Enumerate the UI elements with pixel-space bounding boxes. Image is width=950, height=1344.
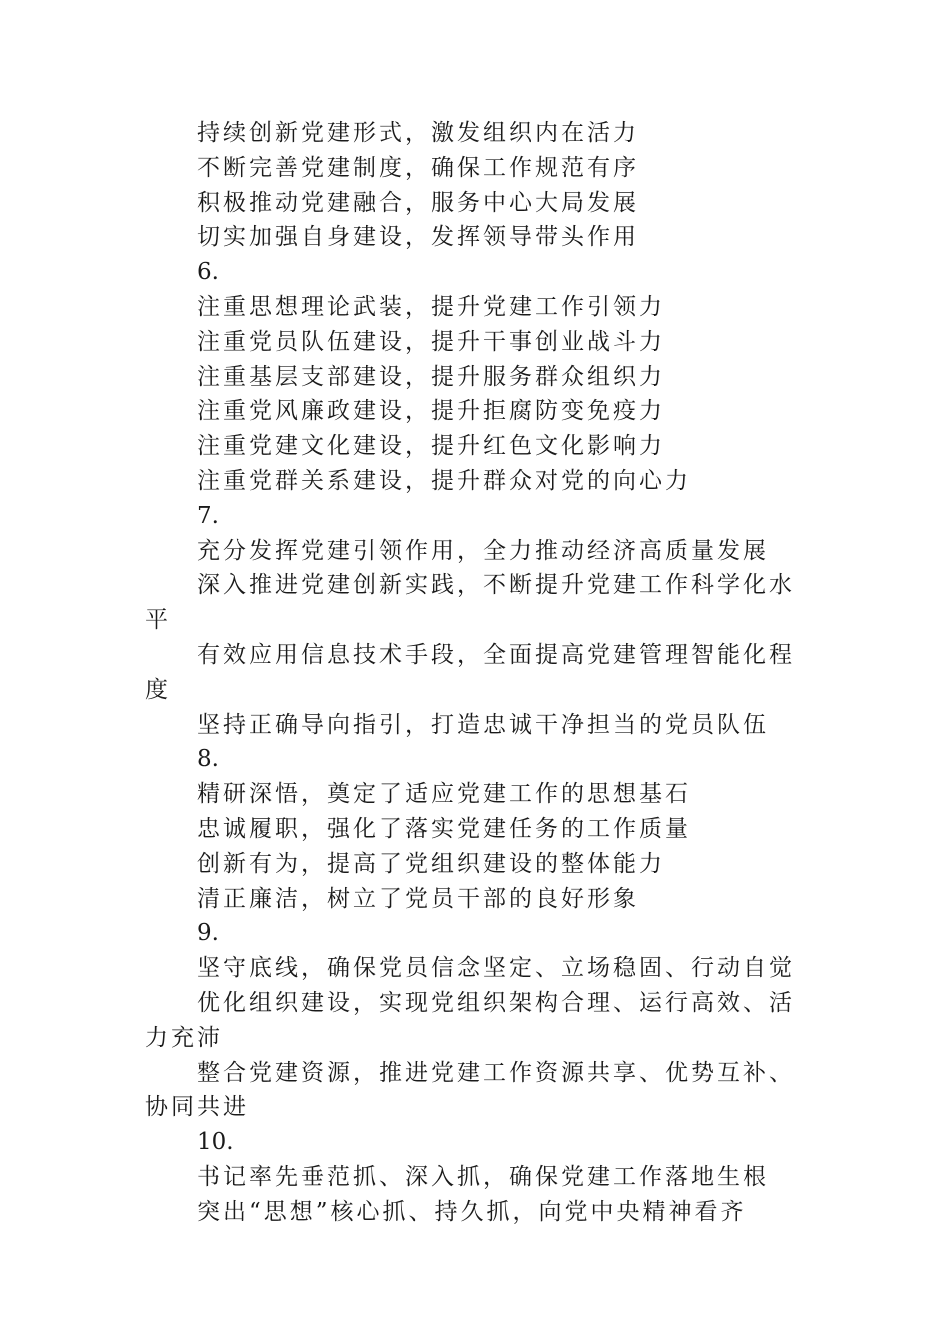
paragraph: 忠诚履职，强化了落实党建任务的工作质量: [197, 815, 691, 842]
paragraph: 持续创新党建形式，激发组织内在活力: [197, 120, 639, 146]
document-body: [145, 116, 810, 1230]
paragraph: 书记率先垂范抓、深入抓，确保党建工作落地生根: [197, 1163, 769, 1190]
section-number: 6.: [197, 259, 219, 286]
paragraph: 整合党建资源，推进党建工作资源共享、优势互补、协同共进: [145, 1059, 795, 1121]
paragraph: 积极推动党建融合，服务中心大局发展: [197, 189, 639, 216]
paragraph: 充分发挥党建引领作用，全力推动经济高质量发展: [197, 537, 769, 564]
paragraph: 注重基层支部建设，提升服务群众组织力: [197, 363, 665, 390]
paragraph: 创新有为，提高了党组织建设的整体能力: [197, 850, 665, 877]
paragraph: 坚持正确导向指引，打造忠诚干净担当的党员队伍: [197, 711, 769, 738]
paragraph: 坚守底线，确保党员信念坚定、立场稳固、行动自觉: [197, 955, 795, 982]
paragraph: 注重思想理论武装，提升党建工作引领力: [197, 293, 665, 320]
paragraph: 精研深悟，奠定了适应党建工作的思想基石: [197, 781, 691, 808]
section-number: 9.: [197, 920, 219, 947]
paragraph: 突出“思想”核心抓、持久抓，向党中央精神看齐: [197, 1198, 747, 1225]
paragraph: 清正廉洁，树立了党员干部的良好形象: [197, 885, 639, 912]
section-number: 8.: [197, 746, 219, 773]
paragraph: 切实加强自身建设，发挥领导带头作用: [197, 224, 639, 251]
section-number: 10.: [197, 1129, 234, 1156]
section-number: 7.: [197, 502, 219, 529]
paragraph: 深入推进党建创新实践，不断提升党建工作科学化水平: [145, 572, 795, 634]
paragraph: 注重党风廉政建设，提升拒腐防变免疫力: [197, 398, 665, 425]
paragraph: 注重党员队伍建设，提升干事创业战斗力: [197, 328, 665, 355]
paragraph: 注重党建文化建设，提升红色文化影响力: [197, 433, 665, 460]
paragraph: 有效应用信息技术手段，全面提高党建管理智能化程度: [145, 641, 795, 703]
paragraph: 不断完善党建制度，确保工作规范有序: [197, 154, 639, 181]
paragraph: 优化组织建设，实现党组织架构合理、运行高效、活力充沛: [145, 989, 795, 1051]
paragraph: 注重党群关系建设，提升群众对党的向心力: [197, 467, 691, 494]
